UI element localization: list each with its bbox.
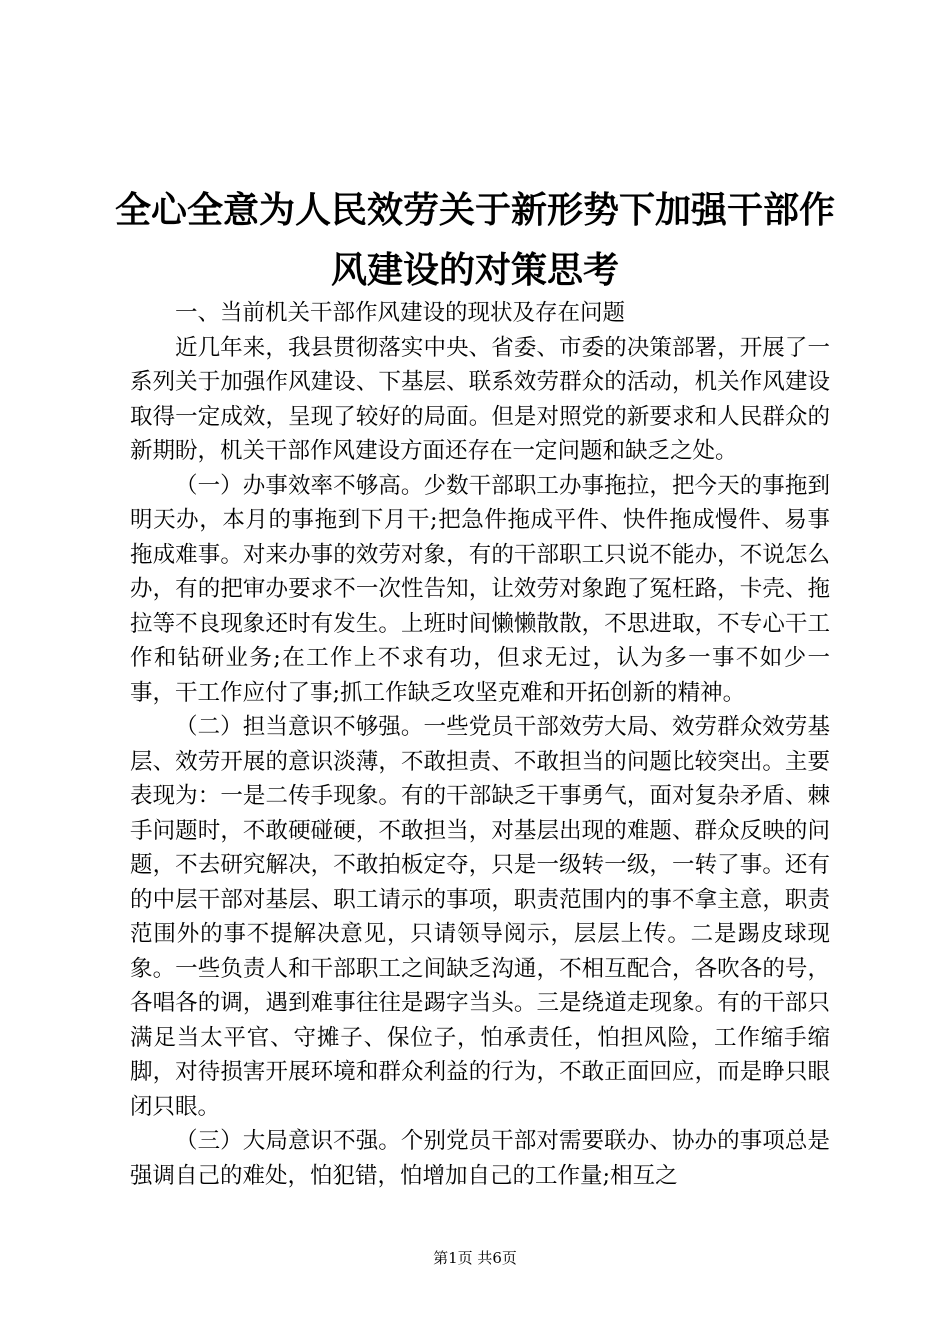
document-title-line1: 全心全意为人民效劳关于新形势下加强干部作 xyxy=(114,189,835,231)
body-paragraph: 近几年来，我县贯彻落实中央、省委、市委的决策部署，开展了一系列关于加强作风建设、下基层、联系效劳群众的活动，机关作风建设取得一定成效，呈现了较好的局面。但是对照党的新要求和人民群众的新期盼，机关干部作风建设方面还存在一定问题和缺乏之处。 xyxy=(130,334,830,464)
body-paragraph: （三）大局意识不强。个别党员干部对需要联办、协办的事项总是强调自己的难处，怕犯错，怕增加自己的工作量;相互之 xyxy=(130,1128,830,1189)
document-body xyxy=(130,296,830,1193)
body-paragraph: （二）担当意识不够强。一些党员干部效劳大局、效劳群众效劳基层、效劳开展的意识淡薄，不敢担责、不敢担当的问题比较突出。主要表现为：一是二传手现象。有的干部缺乏干事勇气，面对复杂矛盾、棘手问题时，不敢硬碰硬，不敢担当，对基层出现的难题、群众反映的问题，不去研究解决，不敢拍板定夺，只是一级转一级，一转了事。还有的中层干部对基层、职工请示的事项，职责范围内的事不拿主意，职责范围外的事不提解决意见，只请领导阅示，层层上传。二是踢皮球现象。一些负责人和干部职工之间缺乏沟通，不相互配合，各吹各的号，各唱各的调，遇到难事往往是踢字当头。三是绕道走现象。有的干部只满足当太平官、守摊子、保位子，怕承责任，怕担风险，工作缩手缩脚，对待损害开展环境和群众利益的行为，不敢正面回应，而是睁只眼闭只眼。 xyxy=(130,714,830,1120)
page-number-footer: 第1页 共6页 xyxy=(433,1249,517,1267)
section-heading: 一、当前机关干部作风建设的现状及存在问题 xyxy=(175,300,626,326)
document-title-line2: 风建设的对策思考 xyxy=(330,249,619,291)
body-paragraph: （一）办事效率不够高。少数干部职工办事拖拉，把今天的事拖到明天办，本月的事拖到下月干;把急件拖成平件、快件拖成慢件、易事拖成难事。对来办事的效劳对象，有的干部职工只说不能办，不说怎么办，有的把审办要求不一次性告知，让效劳对象跑了冤枉路，卡壳、拖拉等不良现象还时有发生。上班时间懒懒散散，不思进取，不专心干工作和钻研业务;在工作上不求有功，但求无过，认为多一事不如少一事，干工作应付了事;抓工作缺乏攻坚克难和开拓创新的精神。 xyxy=(130,472,830,706)
